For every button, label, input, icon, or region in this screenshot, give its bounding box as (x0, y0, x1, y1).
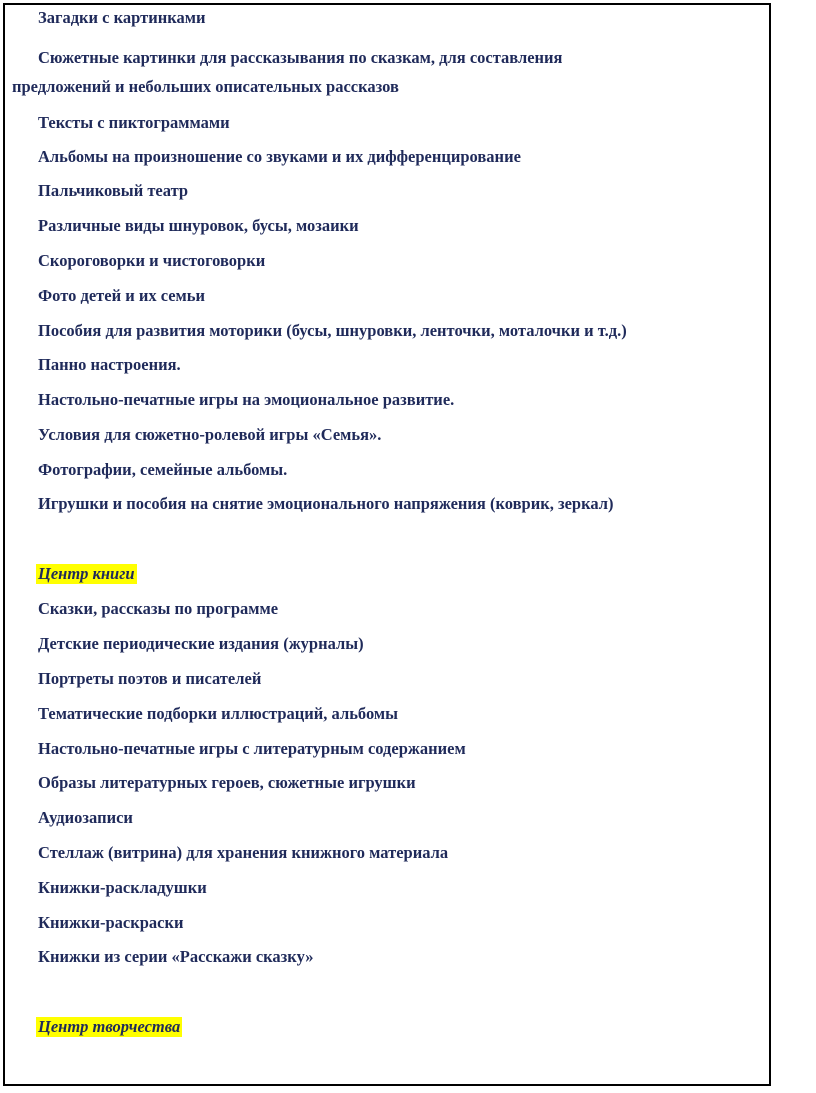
list-item: Сюжетные картинки для рассказывания по сказкам, для составления (38, 48, 563, 67)
list-item: Игрушки и пособия на снятие эмоционального напряжения (коврик, зеркал) (38, 494, 614, 513)
list-item-continuation: предложений и небольших описательных рассказов (12, 77, 399, 96)
list-item: Сказки, рассказы по программе (38, 599, 279, 618)
list-item: Книжки из серии «Расскажи сказку» (38, 947, 314, 966)
list-item: Стеллаж (витрина) для хранения книжного материала (38, 843, 449, 862)
list-item: Настольно-печатные игры с литературным содержанием (38, 739, 466, 758)
list-item: Альбомы на произношение со звуками и их дифференцирование (38, 147, 521, 166)
list-item: Пальчиковый театр (38, 181, 189, 200)
section-heading-book-center: Центр книги (38, 564, 135, 583)
section-heading-creativity-center: Центр творчества (38, 1017, 181, 1036)
list-item: Тексты с пиктограммами (38, 113, 230, 132)
list-item: Скороговорки и чистоговорки (38, 251, 266, 270)
list-item: Загадки с картинками (38, 8, 206, 27)
list-item: Аудиозаписи (38, 808, 133, 827)
list-item: Тематические подборки иллюстраций, альбомы (38, 704, 399, 723)
list-item: Панно настроения. (38, 355, 181, 374)
list-item: Пособия для развития моторики (бусы, шнуровки, ленточки, моталочки и т.д.) (38, 321, 627, 340)
list-item: Условия для сюжетно-ролевой игры «Семья». (38, 425, 382, 444)
list-item: Портреты поэтов и писателей (38, 669, 262, 688)
list-item: Книжки-раскраски (38, 913, 184, 932)
list-item: Различные виды шнуровок, бусы, мозаики (38, 216, 359, 235)
list-item: Книжки-раскладушки (38, 878, 207, 897)
list-item: Детские периодические издания (журналы) (38, 634, 364, 653)
list-item: Фотографии, семейные альбомы. (38, 460, 288, 479)
list-item: Настольно-печатные игры на эмоциональное развитие. (38, 390, 455, 409)
list-item: Фото детей и их семьи (38, 286, 206, 305)
list-item: Образы литературных героев, сюжетные игрушки (38, 773, 416, 792)
